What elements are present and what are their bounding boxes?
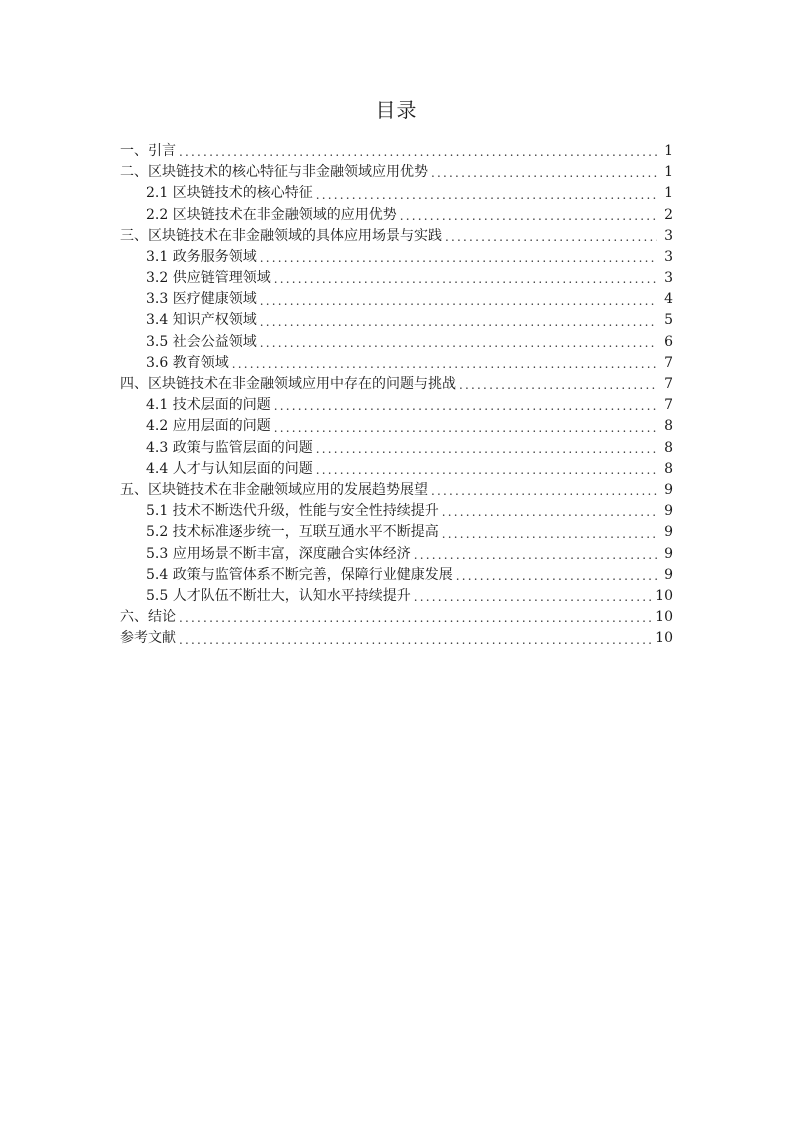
toc-leader-dots bbox=[431, 164, 657, 183]
toc-leader-dots bbox=[414, 588, 651, 607]
toc-entry-page: 4 bbox=[664, 291, 673, 308]
toc-entry-page: 9 bbox=[664, 503, 673, 520]
toc-entry-4[interactable] bbox=[120, 374, 673, 395]
toc-entry-label: 3.6 教育领域 bbox=[146, 354, 229, 371]
toc-entry-2-1[interactable] bbox=[120, 183, 673, 204]
toc-entry-label: 4.4 人才与认知层面的问题 bbox=[146, 460, 313, 477]
toc-entry-label: 四、区块链技术在非金融领域应用中存在的问题与挑战 bbox=[120, 376, 456, 393]
toc-entry-3-2[interactable] bbox=[120, 268, 673, 289]
toc-entry-page: 1 bbox=[664, 185, 673, 202]
toc-entry-3-5[interactable] bbox=[120, 332, 673, 353]
toc-entry-page: 7 bbox=[664, 354, 673, 371]
toc-entry-1[interactable] bbox=[120, 141, 673, 162]
toc-entry-label: 2.1 区块链技术的核心特征 bbox=[146, 185, 313, 202]
toc-entry-references[interactable] bbox=[120, 628, 673, 649]
toc-entry-label: 4.1 技术层面的问题 bbox=[146, 397, 271, 414]
toc-leader-dots bbox=[414, 546, 657, 565]
toc-entry-label: 3.3 医疗健康领域 bbox=[146, 291, 257, 308]
toc-leader-dots bbox=[260, 249, 657, 268]
toc-entry-page: 10 bbox=[655, 609, 673, 626]
toc-entry-page: 8 bbox=[664, 439, 673, 456]
toc-entry-5-2[interactable] bbox=[120, 522, 673, 543]
toc-entry-5-1[interactable] bbox=[120, 501, 673, 522]
toc-entry-label: 5.4 政策与监管体系不断完善，保障行业健康发展 bbox=[146, 566, 453, 583]
toc-leader-dots bbox=[232, 355, 657, 374]
toc-leader-dots bbox=[316, 461, 657, 480]
toc-entry-4-3[interactable] bbox=[120, 438, 673, 459]
toc-entry-3-4[interactable] bbox=[120, 311, 673, 332]
toc-leader-dots bbox=[179, 609, 651, 628]
toc-entry-label: 二、区块链技术的核心特征与非金融领域应用优势 bbox=[120, 164, 428, 181]
toc-leader-dots bbox=[316, 440, 657, 459]
toc-entry-page: 5 bbox=[664, 312, 673, 329]
table-of-contents bbox=[120, 141, 673, 650]
toc-entry-page: 3 bbox=[664, 270, 673, 287]
toc-entry-label: 3.5 社会公益领域 bbox=[146, 333, 257, 350]
toc-entry-page: 9 bbox=[664, 545, 673, 562]
toc-leader-dots bbox=[431, 482, 657, 501]
toc-entry-page: 10 bbox=[655, 630, 673, 647]
toc-entry-page: 9 bbox=[664, 481, 673, 498]
toc-entry-label: 参考文献 bbox=[120, 630, 176, 647]
toc-entry-3[interactable] bbox=[120, 226, 673, 247]
toc-entry-page: 1 bbox=[664, 164, 673, 181]
toc-entry-2-2[interactable] bbox=[120, 205, 673, 226]
toc-leader-dots bbox=[274, 419, 657, 438]
toc-leader-dots bbox=[442, 503, 657, 522]
toc-entry-label: 3.4 知识产权领域 bbox=[146, 312, 257, 329]
toc-entry-page: 8 bbox=[664, 460, 673, 477]
toc-leader-dots bbox=[274, 270, 657, 289]
toc-entry-4-2[interactable] bbox=[120, 416, 673, 437]
toc-entry-label: 5.2 技术标准逐步统一，互联互通水平不断提高 bbox=[146, 524, 439, 541]
toc-entry-page: 6 bbox=[664, 333, 673, 350]
toc-entry-page: 2 bbox=[664, 206, 673, 223]
toc-leader-dots bbox=[456, 567, 657, 586]
toc-entry-page: 7 bbox=[664, 397, 673, 414]
toc-leader-dots bbox=[274, 397, 657, 416]
toc-leader-dots bbox=[400, 207, 657, 226]
toc-entry-page: 8 bbox=[664, 418, 673, 435]
toc-leader-dots bbox=[316, 186, 657, 205]
toc-entry-page: 3 bbox=[664, 227, 673, 244]
toc-entry-4-1[interactable] bbox=[120, 395, 673, 416]
toc-entry-3-3[interactable] bbox=[120, 289, 673, 310]
toc-leader-dots bbox=[260, 313, 657, 332]
toc-leader-dots bbox=[179, 631, 651, 650]
toc-entry-label: 4.3 政策与监管层面的问题 bbox=[146, 439, 313, 456]
toc-entry-5-5[interactable] bbox=[120, 586, 673, 607]
toc-entry-label: 4.2 应用层面的问题 bbox=[146, 418, 271, 435]
toc-entry-page: 9 bbox=[664, 566, 673, 583]
toc-entry-page: 1 bbox=[664, 142, 673, 159]
toc-entry-6[interactable] bbox=[120, 607, 673, 628]
toc-entry-label: 一、引言 bbox=[120, 142, 176, 159]
toc-leader-dots bbox=[459, 376, 657, 395]
toc-entry-page: 9 bbox=[664, 524, 673, 541]
toc-entry-label: 五、区块链技术在非金融领域应用的发展趋势展望 bbox=[120, 481, 428, 498]
toc-entry-label: 2.2 区块链技术在非金融领域的应用优势 bbox=[146, 206, 397, 223]
toc-entry-5-4[interactable] bbox=[120, 565, 673, 586]
toc-leader-dots bbox=[179, 143, 657, 162]
toc-entry-2[interactable] bbox=[120, 162, 673, 183]
toc-entry-label: 三、区块链技术在非金融领域的具体应用场景与实践 bbox=[120, 227, 442, 244]
toc-entry-label: 六、结论 bbox=[120, 609, 176, 626]
toc-entry-label: 5.1 技术不断迭代升级，性能与安全性持续提升 bbox=[146, 503, 439, 520]
toc-entry-3-1[interactable] bbox=[120, 247, 673, 268]
toc-leader-dots bbox=[442, 525, 657, 544]
toc-entry-page: 10 bbox=[655, 587, 673, 604]
toc-entry-label: 3.2 供应链管理领域 bbox=[146, 270, 271, 287]
toc-entry-4-4[interactable] bbox=[120, 459, 673, 480]
toc-entry-label: 5.3 应用场景不断丰富，深度融合实体经济 bbox=[146, 545, 411, 562]
toc-leader-dots bbox=[445, 228, 657, 247]
toc-entry-5[interactable] bbox=[120, 480, 673, 501]
toc-entry-label: 5.5 人才队伍不断壮大，认知水平持续提升 bbox=[146, 587, 411, 604]
toc-leader-dots bbox=[260, 292, 657, 311]
toc-entry-page: 3 bbox=[664, 248, 673, 265]
toc-entry-5-3[interactable] bbox=[120, 544, 673, 565]
toc-entry-label: 3.1 政务服务领域 bbox=[146, 248, 257, 265]
toc-leader-dots bbox=[260, 334, 657, 353]
toc-entry-page: 7 bbox=[664, 376, 673, 393]
toc-entry-3-6[interactable] bbox=[120, 353, 673, 374]
toc-title: 目录 bbox=[375, 98, 418, 122]
